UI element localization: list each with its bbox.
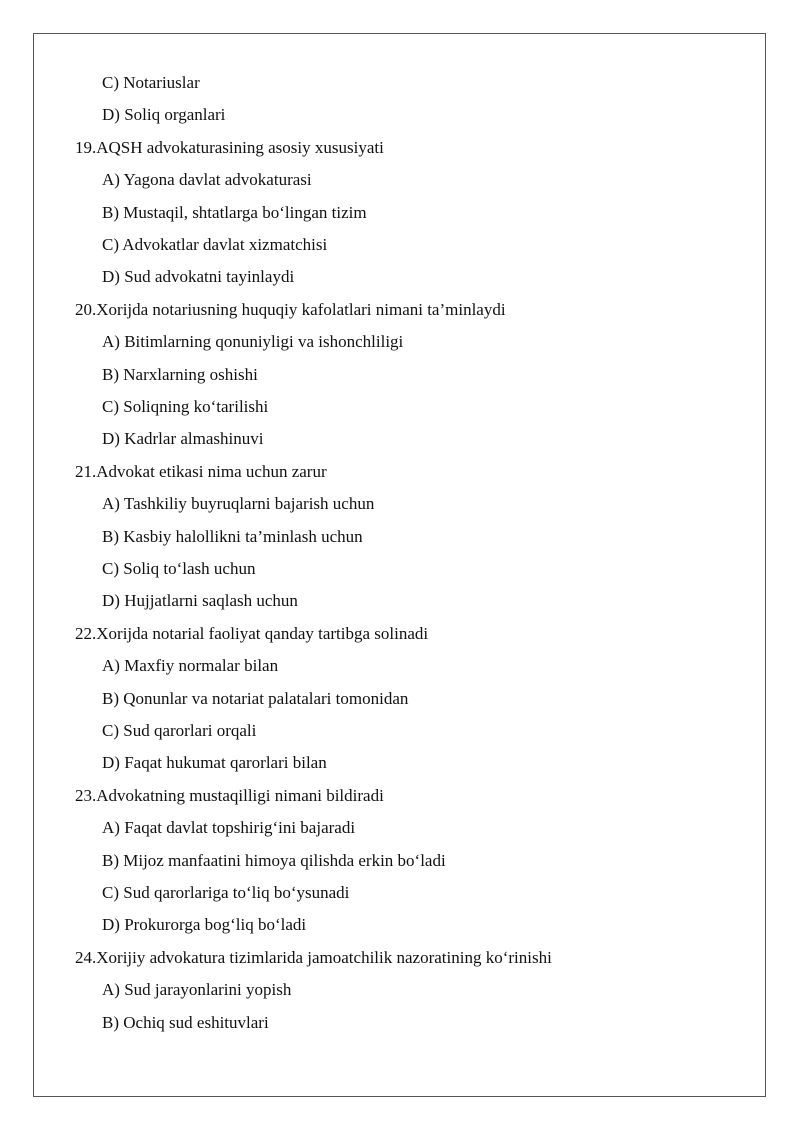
question-text: 22.Xorijda notarial faoliyat qanday tartibga solinadi [75, 623, 429, 643]
answer-option: D) Hujjatlarni saqlash uchun [102, 591, 298, 611]
answer-option: D) Kadrlar almashinuvi [102, 429, 264, 449]
answer-option: A) Faqat davlat topshirig‘ini bajaradi [102, 818, 356, 838]
answer-option: A) Bitimlarning qonuniyligi va ishonchliligi [102, 332, 404, 352]
answer-option: C) Sud qarorlariga to‘liq bo‘ysunadi [102, 883, 350, 902]
question-text: 24.Xorijiy advokatura tizimlarida jamoatchilik nazoratining ko‘rinishi [75, 947, 552, 967]
answer-option: B) Mijoz manfaatini himoya qilishda erkin bo‘ladi [102, 850, 446, 870]
answer-option: C) Soliqning ko‘tarilishi [102, 397, 269, 416]
answer-option: C) Notariuslar [102, 73, 200, 92]
answer-option: B) Narxlarning oshishi [102, 364, 258, 384]
question-text: 21.Advokat etikasi nima uchun zarur [75, 461, 327, 481]
answer-option: B) Ochiq sud eshituvlari [102, 1012, 269, 1032]
answer-option: D) Faqat hukumat qarorlari bilan [102, 753, 327, 773]
question-text: 23.Advokatning mustaqilligi nimani bildiradi [75, 785, 384, 805]
answer-option: A) Maxfiy normalar bilan [102, 656, 279, 676]
answer-option: A) Yagona davlat advokaturasi [102, 170, 312, 190]
answer-option: B) Mustaqil, shtatlarga bo‘lingan tizim [102, 202, 367, 222]
question-text: 20.Xorijda notariusning huquqiy kafolatlari nimani ta’minlaydi [75, 299, 506, 319]
answer-option: A) Tashkiliy buyruqlarni bajarish uchun [102, 494, 375, 514]
answer-option: D) Soliq organlari [102, 105, 226, 125]
answer-option: C) Soliq to‘lash uchun [102, 559, 256, 578]
answer-option: C) Advokatlar davlat xizmatchisi [102, 235, 328, 254]
answer-option: D) Prokurorga bog‘liq bo‘ladi [102, 915, 307, 935]
answer-option: C) Sud qarorlari orqali [102, 721, 257, 740]
answer-option: A) Sud jarayonlarini yopish [102, 980, 292, 1000]
answer-option: D) Sud advokatni tayinlaydi [102, 267, 295, 287]
question-text: 19.AQSH advokaturasining asosiy xususiyati [75, 137, 384, 157]
answer-option: B) Kasbiy halollikni ta’minlash uchun [102, 526, 363, 546]
answer-option: B) Qonunlar va notariat palatalari tomonidan [102, 688, 409, 708]
